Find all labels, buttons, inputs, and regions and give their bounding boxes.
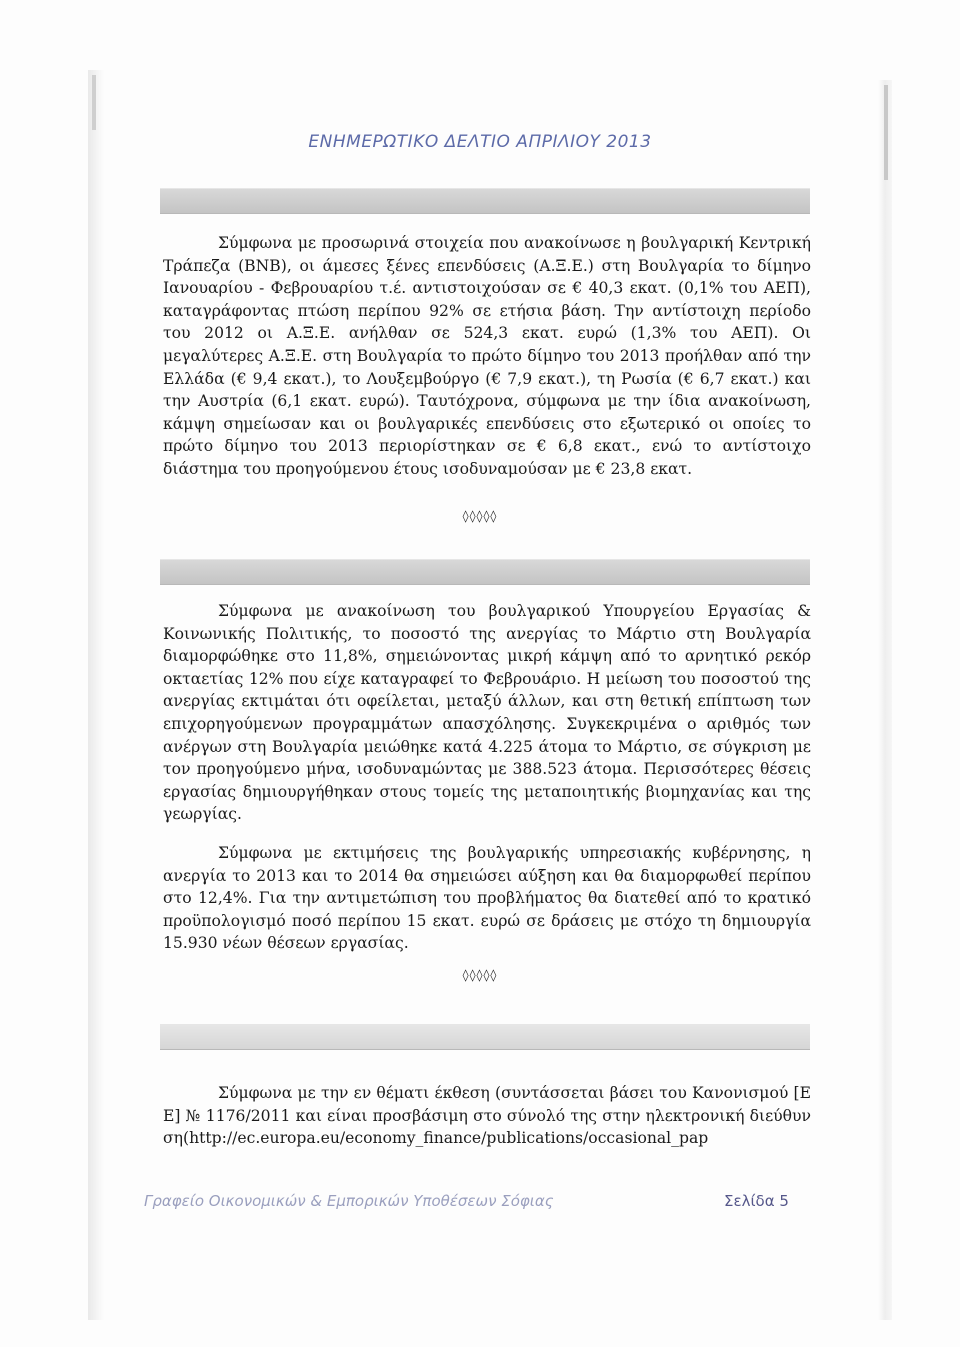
report-paragraph: Σύμφωνα με την εν θέματι έκθεση (συντάσσεται βάσει του Κανονισμού [ΕΕ] № 1176/2011 και είναι προσβάσιμη στο σύνολό της στην ηλεκτρονική διεύθυνση(http://ec.europa.eu/economy_finance/publications/occasional_pap	[163, 1084, 811, 1148]
scan-mark-left	[92, 75, 96, 130]
unemployment-forecast-paragraph: Σύμφωνα με εκτιμήσεις της βουλγαρικής υπηρεσιακής κυβέρνησης, η ανεργία το 2013 και το 2014 θα σημειώσει αύξηση και θα διαμορφωθεί περίπου στο 12,4%. Για την αντιμετώπιση του προβλήματος θα διατεθεί από το κρατικό προϋπολογισμό ποσό περίπου 15 εκατ. ευρώ σε δράσεις με στόχο τη δημιουργία 15.930 νέων θέσεων εργασίας.	[163, 844, 811, 953]
unemployment-paragraph: Σύμφωνα με ανακοίνωση του βουλγαρικού Υπουργείου Εργασίας & Κοινωνικής Πολιτικής, το ποσοστό της ανεργίας το Μάρτιο στη Βουλγαρία διαμορφώθηκε στο 11,8%, σημειώνοντας μικρή κάμψη από το αρνητικό ρεκόρ οκταετίας 12% που είχε καταγραφεί το Φεβρουάριο. Η μείωση του ποσοστού της ανεργίας εκτιμάται ότι οφείλεται, μεταξύ άλλων, και στη θετική επίπτωση των επιχορηγούμενων προγραμμάτων απασχόλησης. Συγκεκριμένα ο αριθμός των ανέργων στη Βουλγαρία μειώθηκε κατά 4.225 άτομα το Μάρτιο, σε σύγκριση με τον προηγούμενο μήνα, ισοδυναμώντας με 388.523 άτομα. Περισσότερες θέσεις εργασίας δημιουργήθηκαν στους τομείς της μεταποιητικής βιομηχανίας και της γεωργίας.	[163, 602, 811, 824]
bulletin-title: ΕΝΗΜΕΡΩΤΙΚΟ ΔΕΛΤΙΟ ΑΠΡΙΛΙΟΥ 2013	[308, 132, 652, 152]
section-divider-bar-2	[160, 559, 810, 585]
footer-page-number: Σελίδα 5	[724, 1192, 789, 1210]
section-divider-bar-3	[160, 1024, 810, 1050]
separator-diamonds-1: ◊◊◊◊◊	[462, 509, 498, 523]
fdi-paragraph: Σύμφωνα με προσωρινά στοιχεία που ανακοίνωσε η βουλγαρική Κεντρική Τράπεζα (BNB), οι άμεσες ξένες επενδύσεις (Α.Ξ.Ε.) στη Βουλγαρία το δίμηνο Ιανουαρίου - Φεβρουαρίου τ.έ. αντιστοιχούσαν σε € 40,3 εκατ. (0,1% του ΑΕΠ), καταγράφοντας πτώση περίπου 92% σε ετήσια βάση. Την αντίστοιχη περίοδο του 2012 οι Α.Ξ.Ε. ανήλθαν σε 524,3 εκατ. ευρώ (1,3% του ΑΕΠ). Οι μεγαλύτερες Α.Ξ.Ε. στη Βουλγαρία το πρώτο δίμηνο του 2013 προήλθαν από την Ελλάδα (€ 9,4 εκατ.), το Λουξεμβούργο (€ 7,9 εκατ.), τη Ρωσία (€ 6,7 εκατ.) και την Αυστρία (6,1 εκατ. ευρώ). Ταυτόχρονα, σύμφωνα με την ίδια ανακοίνωση, κάμψη σημείωσαν και οι βουλγαρικές επενδύσεις στο εξωτερικό οι οποίες το πρώτο δίμηνο του 2013 περιορίστηκαν σε € 6,8 εκατ., ενώ το αντίστοιχο διάστημα του προηγούμενου έτους ισοδυναμούσαν με € 23,8 εκατ.	[163, 234, 811, 478]
separator-diamonds-2: ◊◊◊◊◊	[462, 968, 498, 982]
scan-shadow-left	[88, 70, 104, 1320]
footer-office-name: Γραφείο Οικονομικών & Εμπορικών Υποθέσεων Σόφιας	[144, 1192, 554, 1210]
scan-shadow-right	[878, 80, 892, 1320]
section-divider-bar-1	[160, 188, 810, 214]
